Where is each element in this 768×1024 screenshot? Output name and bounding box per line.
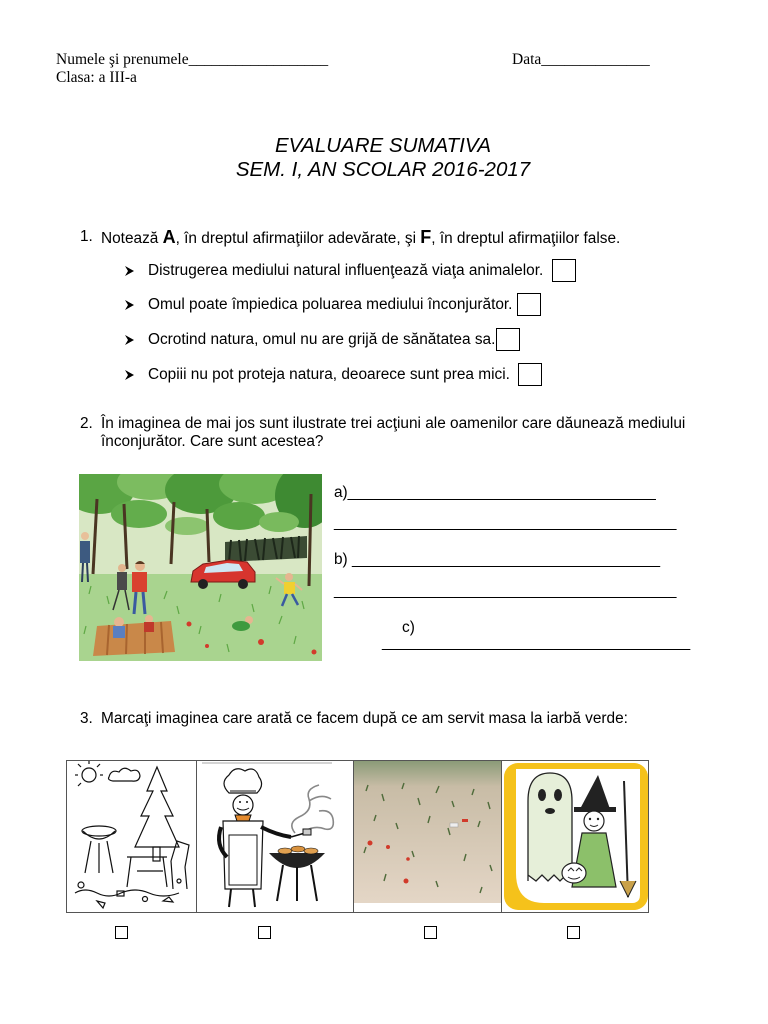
q3-option-4-checkbox[interactable]	[567, 926, 580, 939]
q2-answer-a: a)____________________________________	[334, 484, 656, 501]
class-label: Clasa: a III-a	[56, 69, 137, 86]
q1-letter-f: F	[420, 227, 432, 247]
q1-number: 1.	[80, 228, 93, 245]
q2-answer-c: ____________________________________	[382, 634, 691, 651]
q3-option-1-checkbox[interactable]	[115, 926, 128, 939]
date-field: Data______________	[512, 51, 650, 68]
q3-option-2	[196, 761, 353, 912]
q2-answer-a-continuation: ________________________________________	[334, 514, 677, 531]
q3-option-2-checkbox[interactable]	[258, 926, 271, 939]
q2-answer-b-continuation: ________________________________________	[334, 582, 677, 599]
q1-answer-box[interactable]	[496, 328, 520, 351]
q1-statement-row	[148, 363, 542, 387]
page-title: EVALUARE SUMATIVA	[274, 134, 492, 157]
q2-answer-b: b) ____________________________________	[334, 551, 661, 568]
q3-number: 3.	[80, 710, 93, 727]
q1-statement-row	[148, 259, 576, 283]
halloween-costumes-drawing	[502, 761, 649, 912]
q1-statement-row	[148, 328, 520, 352]
q2-text-line2: înconjurător. Care sunt acestea?	[101, 433, 324, 450]
q1-text-end: , în dreptul afirmaţiilor false.	[431, 230, 621, 247]
littered-ground-photo	[354, 761, 501, 912]
chef-grilling-drawing	[197, 761, 353, 912]
q2-answer-c-label: c)	[402, 619, 415, 636]
q3-text: Marcaţi imaginea care arată ce facem după ce am servit masa la iarbă verde:	[101, 710, 628, 727]
q1-answer-box[interactable]	[552, 259, 576, 282]
q3-image-row	[66, 760, 649, 913]
q3-option-3-checkbox[interactable]	[424, 926, 437, 939]
arrow-bullet-icon	[125, 300, 134, 310]
q1-answer-box[interactable]	[517, 293, 541, 316]
q1-statement-text: Ocrotind natura, omul nu are grijă de sănătatea sa.	[148, 331, 496, 348]
q2-text-line1: În imaginea de mai jos sunt ilustrate trei acţiuni ale oamenilor care dăunează mediului	[101, 415, 686, 432]
q3-option-3	[353, 761, 501, 912]
q1-statement-text: Distrugerea mediului natural influenţează viaţa animalelor.	[148, 262, 544, 279]
q3-option-1	[67, 761, 196, 912]
q1-instruction	[101, 228, 620, 248]
q2-number: 2.	[80, 415, 93, 432]
q1-answer-box[interactable]	[518, 363, 542, 386]
messy-picnic-drawing	[67, 761, 196, 912]
park-pollution-illustration	[79, 474, 322, 661]
arrow-bullet-icon	[125, 266, 134, 276]
student-name-field: Numele şi prenumele__________________	[56, 51, 329, 68]
q3-option-4	[501, 761, 649, 912]
arrow-bullet-icon	[125, 370, 134, 380]
q1-statement-text: Omul poate împiedica poluarea mediului înconjurător.	[148, 296, 513, 313]
q1-statement-row	[148, 293, 541, 317]
q1-statement-text: Copiii nu pot proteja natura, deoarece sunt prea mici.	[148, 366, 510, 383]
q1-text-middle: , în dreptul afirmaţiilor adevărate, şi	[175, 230, 421, 247]
q1-text-start: Notează	[101, 230, 163, 247]
q1-letter-a: A	[162, 227, 176, 247]
arrow-bullet-icon	[125, 335, 134, 345]
page-subtitle: SEM. I, AN SCOLAR 2016-2017	[235, 158, 531, 181]
